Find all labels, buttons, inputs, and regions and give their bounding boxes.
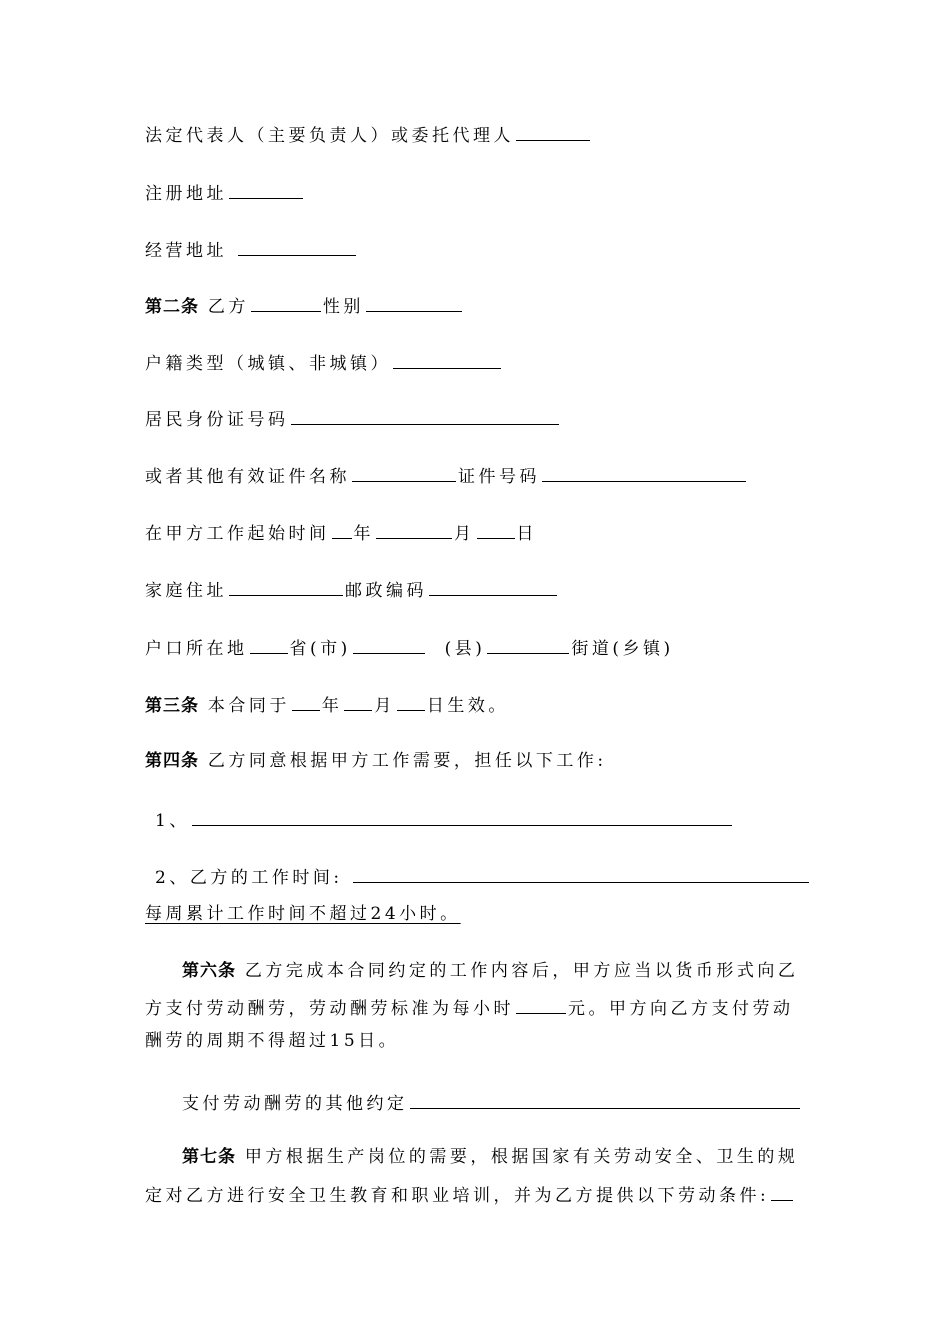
article-6-line-2: 方支付劳动酬劳，劳动酬劳标准为每小时 元。甲方向乙方支付劳动: [145, 995, 794, 1020]
article-6-title: 第六条: [182, 961, 236, 981]
effective-day-blank: [397, 692, 425, 711]
work-hours-blank: [353, 864, 809, 883]
other-pay-line: 支付劳动酬劳的其他约定: [182, 1090, 802, 1115]
article-2-line: 第二条 乙方 性别: [145, 293, 464, 318]
article-7-title: 第七条: [182, 1147, 236, 1167]
labor-conditions-blank: [771, 1182, 793, 1201]
start-month-blank: [376, 520, 452, 539]
article-2-title: 第二条: [145, 297, 199, 317]
other-pay-blank: [410, 1090, 800, 1109]
gender-blank: [366, 293, 462, 312]
hukou-county-blank: [353, 635, 425, 654]
start-day-blank: [477, 520, 515, 539]
article-7-line-1: 第七条 甲方根据生产岗位的需要，根据国家有关劳动安全、卫生的规: [182, 1147, 799, 1167]
home-addr-line: 家庭住址 邮政编码: [145, 577, 559, 602]
hours-note-line: 每周累计工作时间不超过24小时。: [145, 904, 461, 924]
effective-month-blank: [344, 692, 372, 711]
other-id-blank: [352, 463, 456, 482]
article-6-line-1: 第六条 乙方完成本合同约定的工作内容后，甲方应当以货币形式向乙: [182, 961, 799, 981]
huji-line: 户籍类型（城镇、非城镇）: [145, 350, 503, 375]
article-4-title: 第四条: [145, 751, 199, 771]
postcode-blank: [429, 577, 557, 596]
item-1-line: 1、: [155, 807, 734, 832]
item-1-blank: [192, 807, 732, 826]
hukou-line: 户口所在地 省(市) (县) 街道(乡镇): [145, 635, 674, 660]
cert-no-blank: [542, 463, 746, 482]
article-4-line: 第四条 乙方同意根据甲方工作需要，担任以下工作:: [145, 751, 607, 771]
start-year-blank: [332, 520, 352, 539]
article-7-line-2: 定对乙方进行安全卫生教育和职业培训，并为乙方提供以下劳动条件:: [145, 1182, 795, 1207]
hukou-street-blank: [487, 635, 569, 654]
hukou-province-blank: [250, 635, 288, 654]
id-number-blank: [291, 406, 559, 425]
effective-year-blank: [292, 692, 320, 711]
reg-addr-blank: [229, 180, 303, 199]
article-3-title: 第三条: [145, 696, 199, 716]
home-addr-blank: [229, 577, 343, 596]
biz-addr-line: 经营地址: [145, 237, 358, 262]
partyb-name-blank: [251, 293, 321, 312]
item-2-line: 2、乙方的工作时间:: [155, 864, 811, 889]
other-id-line: 或者其他有效证件名称 证件号码: [145, 463, 748, 488]
legal-rep-line: 法定代表人（主要负责人）或委托代理人: [145, 122, 592, 147]
huji-blank: [393, 350, 501, 369]
legal-rep-blank: [516, 122, 590, 141]
start-date-line: 在甲方工作起始时间 年 月 日: [145, 520, 537, 545]
biz-addr-blank: [238, 237, 356, 256]
id-number-line: 居民身份证号码: [145, 406, 561, 431]
hourly-rate-blank: [516, 995, 566, 1014]
article-6-line-3: 酬劳的周期不得超过15日。: [145, 1031, 400, 1051]
reg-addr-line: 注册地址: [145, 180, 305, 205]
article-3-line: 第三条 本合同于 年 月 日生效。: [145, 692, 509, 717]
